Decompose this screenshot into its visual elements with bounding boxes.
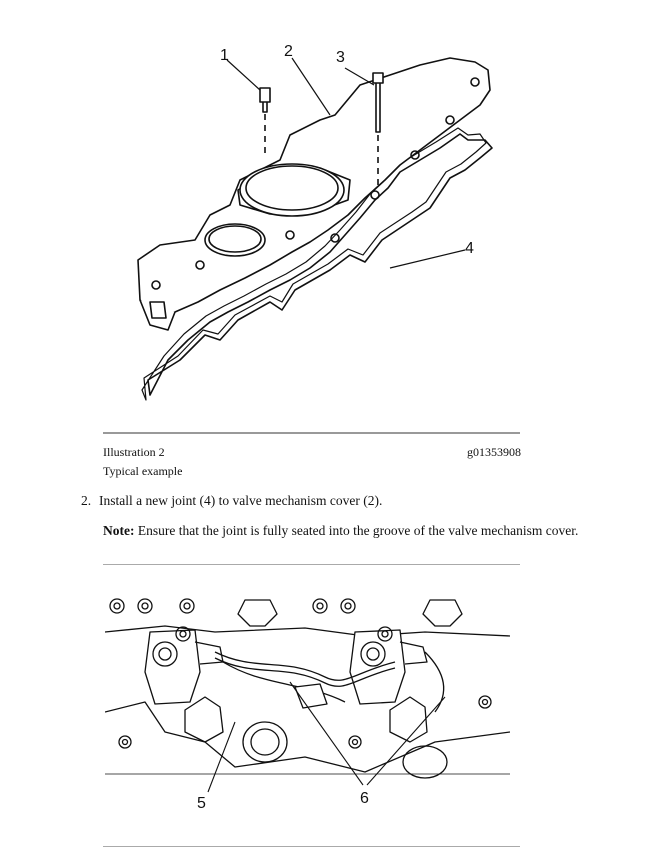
- note-text: Ensure that the joint is fully seated into the groove of the valve mechanism cover.: [134, 523, 579, 538]
- illustration-label: Illustration 2: [103, 445, 165, 459]
- caption-top-rule: [103, 432, 520, 434]
- callout-4: 4: [465, 240, 474, 257]
- note-label: Note:: [103, 523, 135, 538]
- bolt-1: [260, 88, 270, 112]
- note-paragraph: [103, 523, 578, 539]
- figure-top-rule: [103, 564, 520, 565]
- injector-harness-illustration: [105, 592, 510, 817]
- step-number: 2.: [81, 493, 92, 508]
- procedure-step-2: [81, 493, 382, 509]
- callout-1: 1: [220, 47, 229, 64]
- valve-cover-illustration: [120, 40, 520, 420]
- callout-5: 5: [197, 795, 206, 812]
- illustration-subtitle: Typical example: [103, 464, 183, 478]
- figure-bottom-rule: [103, 846, 520, 847]
- callout-6: 6: [360, 790, 369, 807]
- callout-3: 3: [336, 49, 345, 66]
- callout-2: 2: [284, 43, 293, 60]
- step-text: Install a new joint (4) to valve mechanism cover (2).: [99, 493, 383, 508]
- illustration-code: g01353908: [467, 445, 521, 459]
- oil-filler-opening: [240, 164, 344, 216]
